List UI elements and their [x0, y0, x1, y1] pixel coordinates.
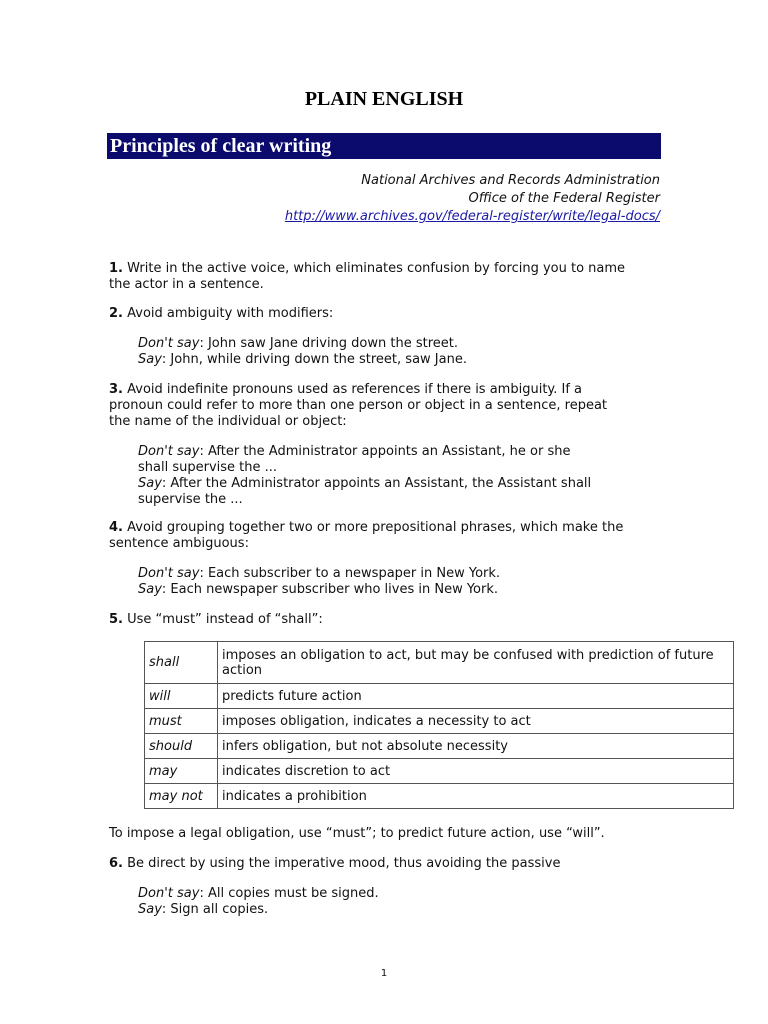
- source-block: [285, 172, 660, 226]
- dont-say-text: : All copies must be signed.: [199, 886, 379, 901]
- say-text: supervise the ...: [138, 492, 243, 507]
- table-row: [145, 642, 734, 684]
- say-label: Say: [138, 352, 162, 367]
- dont-say-label: Don't say: [138, 444, 200, 459]
- table-definition-cell: indicates discretion to act: [218, 759, 734, 784]
- document-title: PLAIN ENGLISH: [304, 88, 464, 110]
- dont-say-label: Don't say: [138, 886, 200, 901]
- principle-text: Avoid indefinite pronouns used as references if there is ambiguity. If a: [127, 382, 583, 397]
- principle-number: 1.: [109, 261, 123, 276]
- table-term-cell: may not: [145, 784, 218, 809]
- source-office: Office of the Federal Register: [468, 191, 660, 206]
- example-4: [138, 566, 658, 598]
- modal-verbs-table: [144, 641, 734, 809]
- table-row: [145, 784, 734, 809]
- table-row: [145, 709, 734, 734]
- dont-say-text: shall supervise the ...: [138, 460, 278, 475]
- example-3: [138, 444, 658, 508]
- principle-text: pronoun could refer to more than one person or object in a sentence, repeat: [109, 398, 608, 413]
- table-row: [145, 759, 734, 784]
- principle-number: 2.: [109, 306, 123, 321]
- say-text: : Each newspaper subscriber who lives in New York.: [161, 582, 499, 597]
- page-number: 1: [380, 968, 388, 979]
- table-row: [145, 734, 734, 759]
- principle-text: sentence ambiguous:: [109, 536, 249, 551]
- source-url-link[interactable]: http://www.archives.gov/federal-register/write/legal-docs/: [284, 209, 660, 224]
- principle-number: 6.: [109, 856, 123, 871]
- table-term-cell: must: [145, 709, 218, 734]
- principle-text: the actor in a sentence.: [109, 277, 264, 292]
- say-text: : John, while driving down the street, saw Jane.: [161, 352, 467, 367]
- dont-say-label: Don't say: [138, 336, 200, 351]
- principle-6: [109, 856, 669, 872]
- principle-text: Use “must” instead of “shall”:: [127, 612, 323, 627]
- example-2: [138, 336, 658, 368]
- principle-text: Avoid ambiguity with modifiers:: [127, 306, 334, 321]
- dont-say-label: Don't say: [138, 566, 200, 581]
- source-org: National Archives and Records Administration: [361, 173, 660, 188]
- dont-say-text: : John saw Jane driving down the street.: [199, 336, 459, 351]
- principle-2: [109, 306, 669, 322]
- say-text: : Sign all copies.: [161, 902, 269, 917]
- dont-say-text: : Each subscriber to a newspaper in New York.: [199, 566, 501, 581]
- table-definition-cell: infers obligation, but not absolute necessity: [218, 734, 734, 759]
- principle-text: Write in the active voice, which eliminates confusion by forcing you to name: [127, 261, 626, 276]
- dont-say-text: : After the Administrator appoints an Assistant, he or she: [199, 444, 571, 459]
- principle-3: [109, 382, 669, 430]
- table-definition-cell: imposes an obligation to act, but may be confused with prediction of future action: [218, 642, 734, 684]
- table-definition-cell: predicts future action: [218, 684, 734, 709]
- table-term-cell: should: [145, 734, 218, 759]
- table-term-cell: will: [145, 684, 218, 709]
- say-label: Say: [138, 582, 162, 597]
- principle-4: [109, 520, 669, 552]
- example-6: [138, 886, 658, 918]
- principle-1: [109, 261, 669, 293]
- section-banner: Principles of clear writing: [107, 133, 661, 159]
- table-definition-cell: imposes obligation, indicates a necessity to act: [218, 709, 734, 734]
- principle-text: Be direct by using the imperative mood, thus avoiding the passive: [127, 856, 561, 871]
- table-term-cell: may: [145, 759, 218, 784]
- table-row: [145, 684, 734, 709]
- table-term-cell: shall: [145, 642, 218, 684]
- principle-text: the name of the individual or object:: [109, 414, 347, 429]
- say-label: Say: [138, 902, 162, 917]
- table-definition-cell: indicates a prohibition: [218, 784, 734, 809]
- principle-number: 4.: [109, 520, 123, 535]
- say-text: : After the Administrator appoints an Assistant, the Assistant shall: [161, 476, 592, 491]
- principle-number: 3.: [109, 382, 123, 397]
- principle-5-note: To impose a legal obligation, use “must”; to predict future action, use “will”.: [109, 826, 605, 841]
- principle-5: [109, 612, 669, 628]
- say-label: Say: [138, 476, 162, 491]
- principle-text: Avoid grouping together two or more prepositional phrases, which make the: [127, 520, 624, 535]
- principle-number: 5.: [109, 612, 123, 627]
